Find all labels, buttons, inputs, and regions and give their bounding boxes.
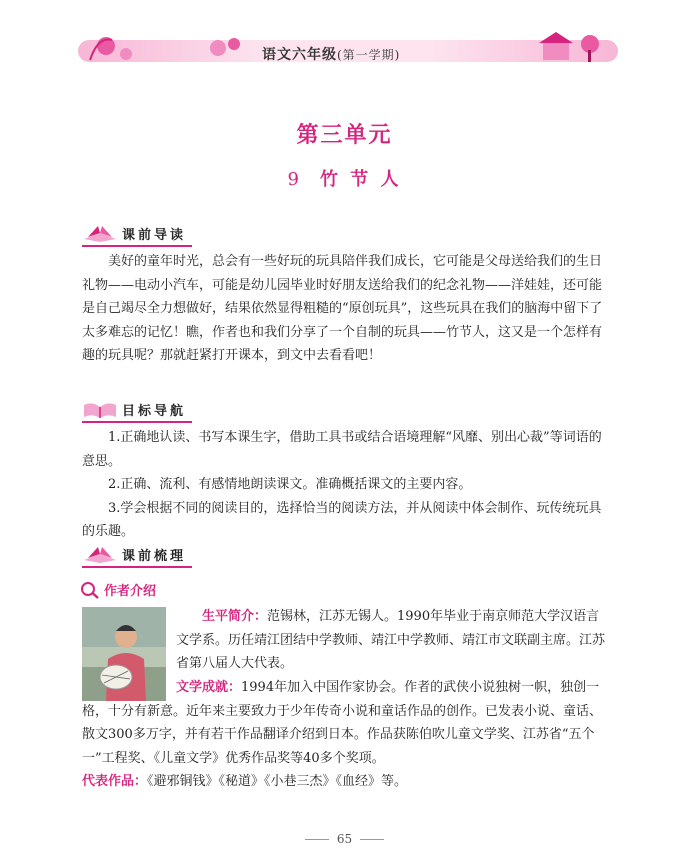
section-preview-title: 课前导读	[122, 227, 187, 243]
goal-item: 1.正确地认读、书写本课生字，借助工具书或结合语境理解“风靡、别出心裁”等词语的意思。	[82, 430, 602, 469]
lesson-title	[0, 165, 689, 191]
works-text: 《避邪铜钱》《秘道》《小巷三杰》《血经》等。	[147, 774, 408, 789]
section-preview-head	[82, 222, 186, 244]
section-divider	[82, 245, 192, 247]
life-text: 范锡林，江苏无锡人。1990年毕业于南京师范大学汉语言文学系。历任靖江团结中学教师、靖江中学教师、靖江市文联副主席。江苏省第八届人大代表。	[176, 609, 606, 672]
section-divider	[82, 421, 192, 423]
magnifier-icon	[80, 581, 100, 599]
footer-dash	[305, 839, 329, 840]
author-works	[82, 770, 609, 794]
book-icon	[82, 223, 118, 243]
footer-dash	[360, 839, 384, 840]
section-divider	[82, 566, 192, 568]
preview-paragraph	[82, 250, 609, 368]
preview-text: 美好的童年时光，总会有一些好玩的玩具陪伴我们成长，它可能是父母送给我们的生日礼物——电动小汽车，可能是幼儿园毕业时好朋友送给我们的纪念礼物——洋娃娃，还可能是自己竭尽全力想做好，结果依然显得粗糙的“原创玩具”，这些玩具在我们的脑海中留下了太多难忘的记忆！瞧，作者也和我们分享了一个自制的玩具——竹节人，这又是一个怎样有趣的玩具呢？那就赶紧打开课本，到文中去看看吧！	[82, 254, 603, 364]
section-review-head	[82, 543, 186, 565]
goals-list	[82, 426, 609, 544]
author-achievement	[82, 676, 609, 770]
lesson-name: 竹 节 人	[319, 169, 402, 190]
achievement-label: 文学成就：	[176, 680, 242, 695]
section-goals-title: 目标导航	[122, 403, 187, 419]
page-number: 65	[336, 832, 353, 846]
goal-item: 3.学会根据不同的阅读目的，选择恰当的阅读方法，并从阅读中体会制作、玩传统玩具的乐趣。	[82, 500, 602, 540]
goal-item: 2.正确、流利、有感情地朗读课文。准确概括课文的主要内容。	[108, 477, 472, 493]
lesson-number: 9	[287, 169, 302, 190]
page-footer	[0, 832, 689, 846]
section-review-title: 课前梳理	[122, 548, 187, 564]
book-title	[262, 44, 400, 64]
section-goals-head	[82, 398, 186, 420]
book-icon	[82, 544, 118, 564]
works-label: 代表作品：	[82, 774, 148, 789]
author-heading	[80, 580, 156, 599]
open-book-icon	[82, 399, 118, 419]
author-heading-text: 作者介绍	[104, 584, 157, 599]
achievement-text: 1994年加入中国作家协会。作者的武侠小说独树一帜，独创一格，十分有新意。近年来主要致力于少年传奇小说和童话作品的创作。已发表小说、童话、散文300多万字，并有若干作品翻译介绍到日本。作品获陈伯吹儿童文学奖、江苏省“五个一”工程奖、《儿童文学》优秀作品奖等40多个奖项。	[82, 680, 603, 766]
page-header	[0, 0, 689, 100]
author-life	[176, 605, 609, 676]
book-subtitle: (第一学期)	[337, 48, 401, 62]
life-label: 生平简介：	[202, 609, 268, 624]
book-title-text: 语文六年级	[262, 47, 337, 63]
unit-title: 第三单元	[296, 122, 393, 148]
